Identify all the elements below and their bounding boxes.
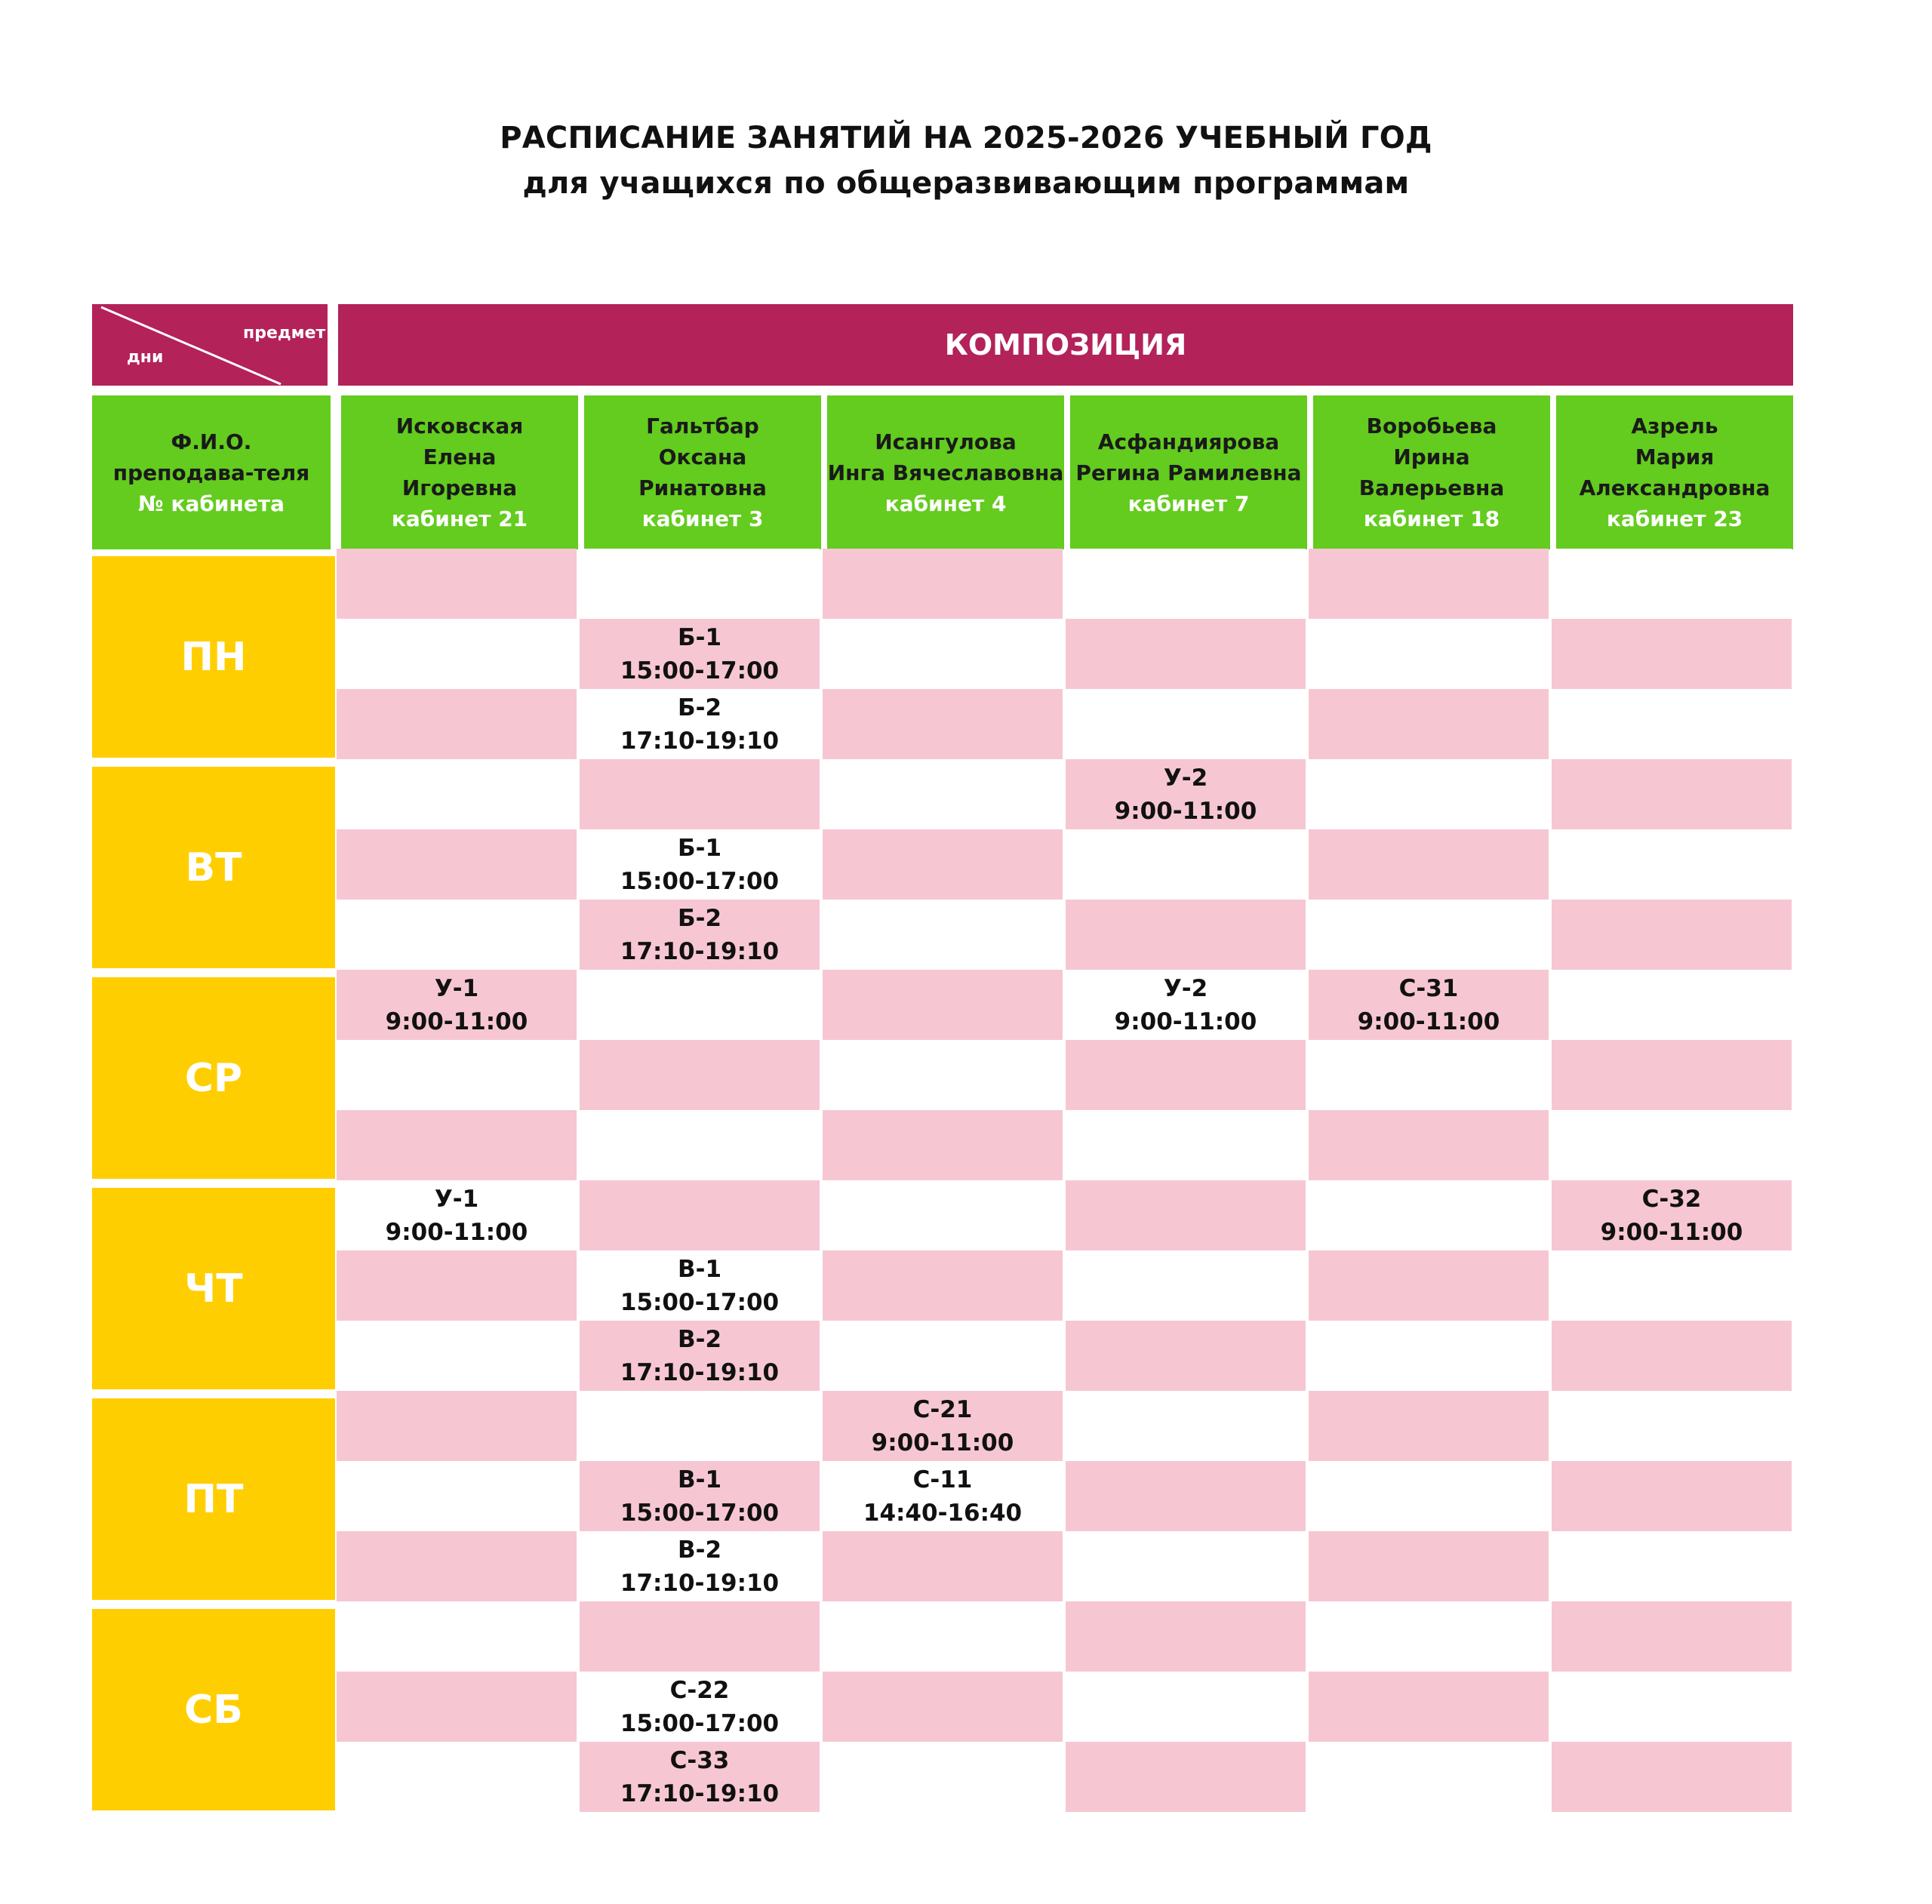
day-label: СР bbox=[92, 977, 335, 1179]
page-subtitle: для учащихся по общеразвивающим программам bbox=[522, 166, 1410, 201]
schedule-cell bbox=[1552, 1461, 1792, 1531]
teacher-name-line: Ринатовна bbox=[638, 475, 767, 500]
schedule-cell bbox=[337, 829, 577, 900]
teacher-room: кабинет 3 bbox=[641, 506, 764, 531]
schedule-cell bbox=[337, 1601, 577, 1672]
schedule-cell bbox=[1309, 1040, 1549, 1110]
schedule-cell bbox=[580, 1742, 820, 1812]
group-code: У-1 bbox=[434, 1185, 479, 1213]
schedule-cell bbox=[823, 1601, 1063, 1672]
schedule-cell bbox=[1066, 1110, 1306, 1180]
schedule-cell bbox=[1309, 549, 1549, 619]
schedule-cell bbox=[1552, 1531, 1792, 1601]
time-range: 9:00-11:00 bbox=[385, 1007, 528, 1035]
schedule-cell bbox=[1309, 900, 1549, 970]
schedule-cell bbox=[580, 1250, 820, 1321]
time-range: 15:00-17:00 bbox=[620, 657, 780, 684]
schedule-cell bbox=[823, 1391, 1063, 1461]
group-code: В-2 bbox=[677, 1325, 722, 1353]
schedule-cell bbox=[1066, 689, 1306, 759]
header-room: № кабинета bbox=[138, 491, 285, 516]
schedule-cell bbox=[580, 689, 820, 759]
schedule-cell bbox=[1552, 1742, 1792, 1812]
teacher-name-line: Александровна bbox=[1579, 475, 1770, 500]
schedule-cell bbox=[823, 619, 1063, 689]
schedule-cell bbox=[1309, 1672, 1549, 1742]
corner-subject-label: предмет bbox=[243, 324, 326, 343]
schedule-cell bbox=[823, 759, 1063, 829]
time-range: 17:10-19:10 bbox=[620, 727, 780, 755]
group-code: С-21 bbox=[912, 1395, 973, 1423]
schedule-cell bbox=[580, 1461, 820, 1531]
teacher-name-line: Мария bbox=[1635, 444, 1715, 469]
schedule-cell bbox=[337, 549, 577, 619]
schedule-cell bbox=[823, 1040, 1063, 1110]
schedule-cell bbox=[1066, 1672, 1306, 1742]
schedule-cell bbox=[580, 1391, 820, 1461]
time-range: 9:00-11:00 bbox=[1114, 1007, 1257, 1035]
time-range: 17:10-19:10 bbox=[620, 937, 780, 965]
teacher-header-3 bbox=[827, 395, 1064, 549]
schedule-cell bbox=[1309, 1180, 1549, 1250]
group-code: Б-2 bbox=[677, 904, 722, 932]
teacher-name-line: Инга Вячеславовна bbox=[827, 460, 1064, 485]
schedule-cell bbox=[1552, 759, 1792, 829]
teacher-room: кабинет 23 bbox=[1606, 506, 1743, 531]
day-label: ВТ bbox=[92, 767, 335, 968]
schedule-cell bbox=[580, 1672, 820, 1742]
schedule-cell bbox=[580, 549, 820, 619]
time-range: 9:00-11:00 bbox=[1114, 797, 1257, 825]
schedule-cell bbox=[1309, 1601, 1549, 1672]
schedule-cell bbox=[823, 1461, 1063, 1531]
schedule-cell bbox=[337, 619, 577, 689]
teacher-room: кабинет 4 bbox=[884, 491, 1007, 516]
teacher-name-line: Игоревна bbox=[401, 475, 518, 500]
schedule-cell bbox=[1309, 759, 1549, 829]
schedule-cell bbox=[1066, 1742, 1306, 1812]
schedule-cell bbox=[337, 1531, 577, 1601]
schedule-cell bbox=[1066, 1250, 1306, 1321]
teacher-name-line: Елена bbox=[423, 444, 497, 469]
teacher-name-line: Гальтбар bbox=[646, 414, 759, 438]
teacher-header-5 bbox=[1313, 395, 1550, 549]
header-teacher: преподава-теля bbox=[112, 460, 310, 485]
schedule-cell bbox=[1309, 1742, 1549, 1812]
schedule-cell bbox=[1066, 1040, 1306, 1110]
schedule-cell bbox=[823, 970, 1063, 1040]
time-range: 9:00-11:00 bbox=[1600, 1218, 1743, 1246]
group-code: У-2 bbox=[1163, 764, 1208, 792]
group-code: С-32 bbox=[1641, 1185, 1702, 1213]
schedule-cell bbox=[580, 970, 820, 1040]
teacher-name-line: Исковская bbox=[395, 414, 524, 438]
group-code: С-33 bbox=[669, 1746, 730, 1774]
teacher-room: кабинет 21 bbox=[391, 506, 528, 531]
schedule-cell bbox=[1066, 1461, 1306, 1531]
schedule-cell bbox=[1309, 1110, 1549, 1180]
schedule-cell bbox=[1309, 1391, 1549, 1461]
schedule-cell bbox=[1309, 619, 1549, 689]
schedule-cell bbox=[1066, 1601, 1306, 1672]
schedule-cell bbox=[1066, 829, 1306, 900]
schedule-cell bbox=[1552, 1250, 1792, 1321]
schedule-cell bbox=[1552, 1040, 1792, 1110]
time-range: 15:00-17:00 bbox=[620, 1709, 780, 1737]
group-code: С-31 bbox=[1398, 974, 1459, 1002]
schedule-cell bbox=[1552, 1601, 1792, 1672]
time-range: 9:00-11:00 bbox=[385, 1218, 528, 1246]
schedule-cell bbox=[823, 1180, 1063, 1250]
schedule-cell bbox=[823, 1531, 1063, 1601]
schedule-cell bbox=[823, 829, 1063, 900]
schedule-cell bbox=[1066, 549, 1306, 619]
group-code: С-11 bbox=[912, 1466, 973, 1493]
schedule-cell bbox=[337, 1180, 577, 1250]
schedule-cell bbox=[1552, 1672, 1792, 1742]
teacher-name-line: Асфандиярова bbox=[1097, 429, 1280, 454]
group-code: У-1 bbox=[434, 974, 479, 1002]
page-title: РАСПИСАНИЕ ЗАНЯТИЙ НА 2025-2026 УЧЕБНЫЙ ГОД bbox=[500, 121, 1432, 155]
schedule-cell bbox=[337, 970, 577, 1040]
schedule-cell bbox=[337, 1110, 577, 1180]
diagonal-divider bbox=[92, 304, 328, 386]
schedule-cell bbox=[337, 1391, 577, 1461]
schedule-cell bbox=[1066, 759, 1306, 829]
day-label: ЧТ bbox=[92, 1188, 335, 1389]
teacher-header-2 bbox=[584, 395, 821, 549]
group-code: В-1 bbox=[677, 1255, 722, 1283]
schedule-cell bbox=[337, 689, 577, 759]
schedule-cell bbox=[1309, 1250, 1549, 1321]
schedule-cell bbox=[1066, 619, 1306, 689]
schedule-cell bbox=[580, 619, 820, 689]
group-code: Б-1 bbox=[677, 623, 722, 651]
schedule-cell bbox=[337, 759, 577, 829]
time-range: 9:00-11:00 bbox=[871, 1429, 1014, 1456]
schedule-cell bbox=[1552, 1110, 1792, 1180]
teacher-name-line: Валерьевна bbox=[1358, 475, 1505, 500]
time-range: 15:00-17:00 bbox=[620, 1499, 780, 1527]
schedule-cell bbox=[1552, 970, 1792, 1040]
time-range: 17:10-19:10 bbox=[620, 1569, 780, 1597]
schedule-cell bbox=[1552, 1391, 1792, 1461]
time-range: 17:10-19:10 bbox=[620, 1358, 780, 1386]
schedule-cell bbox=[1309, 1461, 1549, 1531]
time-range: 14:40-16:40 bbox=[863, 1499, 1023, 1527]
schedule-cell bbox=[1552, 689, 1792, 759]
schedule-cell bbox=[1066, 1321, 1306, 1391]
teacher-room: кабинет 18 bbox=[1363, 506, 1500, 531]
teacher-name-line: Воробьева bbox=[1366, 414, 1497, 438]
schedule-cell bbox=[580, 1180, 820, 1250]
schedule-cell bbox=[580, 1601, 820, 1672]
schedule-cell bbox=[337, 1321, 577, 1391]
day-label: ПН bbox=[92, 556, 335, 758]
schedule-cell bbox=[337, 1742, 577, 1812]
schedule-cell bbox=[1552, 829, 1792, 900]
group-code: У-2 bbox=[1163, 974, 1208, 1002]
schedule-cell bbox=[580, 1040, 820, 1110]
corner-header bbox=[92, 304, 328, 386]
group-code: С-22 bbox=[669, 1676, 730, 1704]
teacher-column-header bbox=[92, 395, 331, 549]
teacher-name-line: Азрель bbox=[1631, 414, 1718, 438]
schedule-cell bbox=[1309, 829, 1549, 900]
group-code: Б-2 bbox=[677, 694, 722, 721]
teacher-name-line: Оксана bbox=[658, 444, 747, 469]
schedule-cell bbox=[823, 1672, 1063, 1742]
schedule-cell bbox=[823, 689, 1063, 759]
schedule-cell bbox=[1552, 1321, 1792, 1391]
schedule-cell bbox=[580, 759, 820, 829]
schedule-cell bbox=[580, 1321, 820, 1391]
schedule-cell bbox=[1066, 1531, 1306, 1601]
schedule-cell bbox=[1552, 1180, 1792, 1250]
schedule-cell bbox=[580, 900, 820, 970]
schedule-cell bbox=[1309, 689, 1549, 759]
day-label: СБ bbox=[92, 1609, 335, 1810]
time-range: 15:00-17:00 bbox=[620, 867, 780, 895]
schedule-cell bbox=[1309, 970, 1549, 1040]
time-range: 17:10-19:10 bbox=[620, 1779, 780, 1807]
group-code: В-2 bbox=[677, 1536, 722, 1564]
schedule-cell bbox=[823, 549, 1063, 619]
teacher-room: кабинет 7 bbox=[1128, 491, 1250, 516]
schedule-cell bbox=[337, 1040, 577, 1110]
schedule-cell bbox=[823, 1321, 1063, 1391]
teacher-name-line: Регина Рамилевна bbox=[1075, 460, 1302, 485]
teacher-header-6 bbox=[1556, 395, 1793, 549]
teacher-header-4 bbox=[1070, 395, 1307, 549]
day-label: ПТ bbox=[92, 1398, 335, 1600]
time-range: 15:00-17:00 bbox=[620, 1288, 780, 1316]
schedule-cell bbox=[337, 1250, 577, 1321]
schedule-cell bbox=[1066, 1180, 1306, 1250]
schedule-cell bbox=[1309, 1321, 1549, 1391]
teacher-header-1 bbox=[341, 395, 578, 549]
schedule-cell bbox=[823, 900, 1063, 970]
schedule-cell bbox=[580, 1110, 820, 1180]
schedule-cell bbox=[823, 1742, 1063, 1812]
header-fio: Ф.И.О. bbox=[171, 429, 252, 454]
subject-header: КОМПОЗИЦИЯ bbox=[338, 304, 1793, 386]
schedule-cell bbox=[337, 900, 577, 970]
schedule-cell bbox=[580, 1531, 820, 1601]
schedule-cell bbox=[337, 1672, 577, 1742]
schedule-cell bbox=[1552, 619, 1792, 689]
schedule-cell bbox=[1066, 900, 1306, 970]
schedule-cell bbox=[580, 829, 820, 900]
group-code: В-1 bbox=[677, 1466, 722, 1493]
corner-days-label: дни bbox=[127, 348, 164, 367]
group-code: Б-1 bbox=[677, 834, 722, 862]
teacher-name-line: Исангулова bbox=[875, 429, 1017, 454]
time-range: 9:00-11:00 bbox=[1357, 1007, 1500, 1035]
schedule-cell bbox=[1552, 900, 1792, 970]
schedule-cell bbox=[1066, 970, 1306, 1040]
schedule-cell bbox=[1066, 1391, 1306, 1461]
schedule-cell bbox=[337, 1461, 577, 1531]
schedule-cell bbox=[823, 1250, 1063, 1321]
schedule-cell bbox=[1309, 1531, 1549, 1601]
schedule-cell bbox=[823, 1110, 1063, 1180]
schedule-cell bbox=[1552, 549, 1792, 619]
teacher-name-line: Ирина bbox=[1393, 444, 1470, 469]
